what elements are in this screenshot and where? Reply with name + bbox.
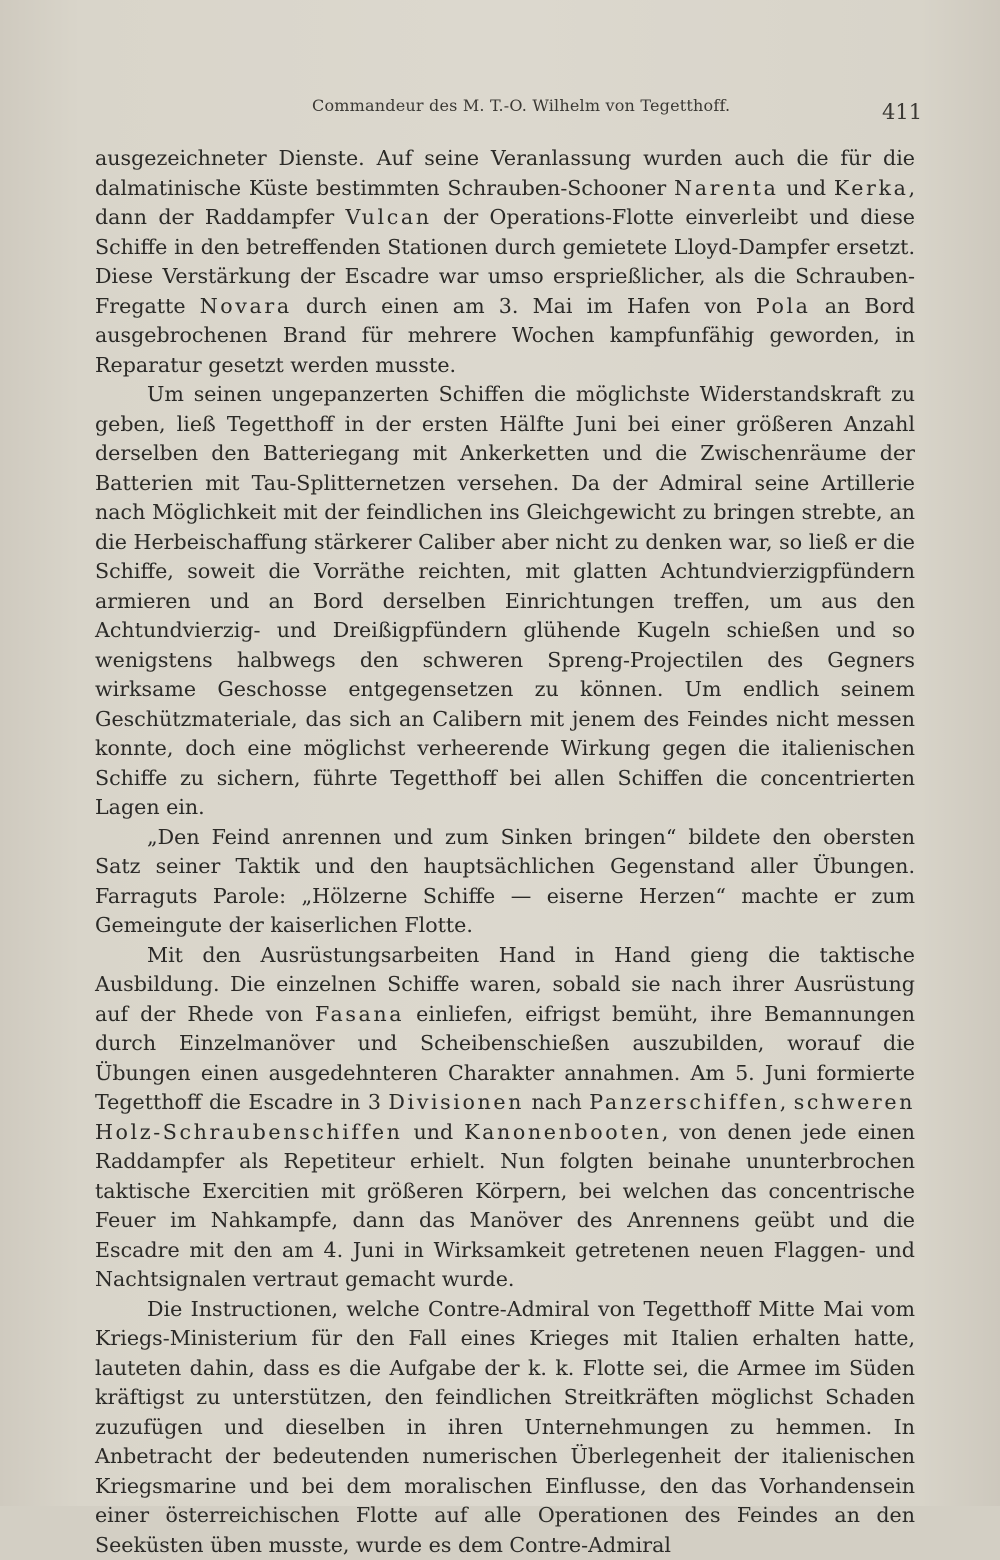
place-name: Fasana	[315, 1002, 404, 1026]
text-run: ausgezeichneter Dienste. Auf seine Veranlassung wurden auch die für die dalmatinische Küste bestimmten Schrauben-Schooner	[95, 146, 915, 200]
paragraph-5: Die Instructionen, welche Contre-Admiral von Tegetthoff Mitte Mai vom Kriegs-Ministerium für den Fall eines Krieges mit Italien erhalten hatte, lauteten dahin, dass es die Aufgabe der k. k. Flotte sei, die Armee im Süden kräftigst zu unterstützen, den feindlichen Streitkräften möglichst Schaden zuzufügen und dieselben in ihren Unternehmungen zu hemmen. In Anbetracht der bedeutenden numerischen Überlegenheit der italienischen Kriegsmarine und bei dem moralischen Einflusse, den das Vorhandensein einer österreichischen Flotte auf alle Operationen des Feindes an den Seeküsten üben musste, wurde es dem Contre-Admiral	[95, 1295, 915, 1560]
ship-name: Novara	[200, 294, 292, 318]
text-run: und	[403, 1120, 465, 1144]
emphasis-term: Kanonenbooten	[464, 1120, 662, 1144]
paragraph-2: Um seinen ungepanzerten Schiffen die möglichste Widerstandskraft zu geben, ließ Tegetthoff in der ersten Hälfte Juni bei einer größeren Anzahl derselben den Batteriegang mit Ankerketten und die Zwischenräume der Batterien mit Tau-Splitternetzen versehen. Da der Admiral seine Artillerie nach Möglichkeit mit der feindlichen ins Gleichgewicht zu bringen strebte, an die Herbeischaffung stärkerer Caliber aber nicht zu denken war, so ließ er die Schiffe, soweit die Vorräthe reichten, mit glatten Achtundvierzigpfündern armieren und an Bord derselben Einrichtungen treffen, um aus den Achtundvierzig- und Dreißigpfündern glühende Kugeln schießen und so wenigstens halbwegs den schweren Spreng-Projectilen des Gegners wirksame Geschosse entgegensetzen zu können. Um endlich seinem Geschützmateriale, das sich an Calibern mit jenem des Feindes nicht messen konnte, doch eine möglichst verheerende Wirkung gegen die italienischen Schiffe zu sichern, führte Tegetthoff bei allen Schiffen die concentrierten Lagen ein.	[95, 380, 915, 823]
ship-name: Narenta	[674, 176, 778, 200]
emphasis-term: Divisionen	[388, 1090, 524, 1114]
emphasis-term: Panzerschiffen	[589, 1090, 779, 1114]
page-number: 411	[882, 100, 922, 124]
ship-name: Vulcan	[346, 205, 432, 229]
text-run: einliefen, eifrigst bemüht, ihre Bemannungen durch Einzelmanöver und Scheibenschießen auszubilden, worauf die Übungen einen ausgedehnteren Charakter annahmen. Am 5. Juni formierte Tegetthoff die Escadre in 3	[95, 1002, 915, 1115]
text-run: durch einen am 3. Mai im Hafen von	[292, 294, 756, 318]
text-run: Mit den Ausrüstungsarbeiten Hand in Hand gieng die taktische Ausbildung. Die einzelnen Schiffe waren, sobald sie nach ihrer Ausrüstung auf der Rhede von	[95, 943, 915, 1026]
text-run: , dann der Raddampfer	[95, 176, 915, 230]
paragraph-3: „Den Feind anrennen und zum Sinken bringen“ bildete den obersten Satz seiner Taktik und den hauptsächlichen Gegenstand aller Übungen. Farraguts Parole: „Hölzerne Schiffe — eiserne Herzen“ machte er zum Gemeingute der kaiserlichen Flotte.	[95, 823, 915, 941]
text-run: , von denen jede einen Raddampfer als Repetiteur erhielt. Nun folgten beinahe ununterbrochen taktische Exercitien mit größeren Körpern, bei welchen das concentrische Feuer im Nahkampfe, dann das Manöver des Anrennens geübt und die Escadre mit den am 4. Juni in Wirksamkeit getretenen neuen Flaggen- und Nachtsignalen vertraut gemacht wurde.	[95, 1120, 915, 1292]
body-text	[95, 144, 915, 1560]
text-run: ,	[780, 1090, 794, 1114]
text-run: nach	[524, 1090, 589, 1114]
text-run: und	[778, 176, 833, 200]
running-title: Commandeur des M. T.-O. Wilhelm von Tegetthoff.	[312, 96, 730, 115]
emphasis-term: schweren Holz-Schraubenschiffen	[95, 1090, 915, 1144]
paragraph-1	[95, 144, 915, 380]
text-run: an Bord ausgebrochenen Brand für mehrere Wochen kampfunfähig geworden, in Reparatur gesetzt werden musste.	[95, 294, 915, 377]
ship-name: Kerka	[834, 176, 909, 200]
place-name: Pola	[756, 294, 811, 318]
paragraph-4	[95, 941, 915, 1295]
text-run: der Operations-Flotte einverleibt und diese Schiffe in den betreffenden Stationen durch gemietete Lloyd-Dampfer ersetzt. Diese Verstärkung der Escadre war umso ersprießlicher, als die Schrauben-Fregatte	[95, 205, 915, 318]
